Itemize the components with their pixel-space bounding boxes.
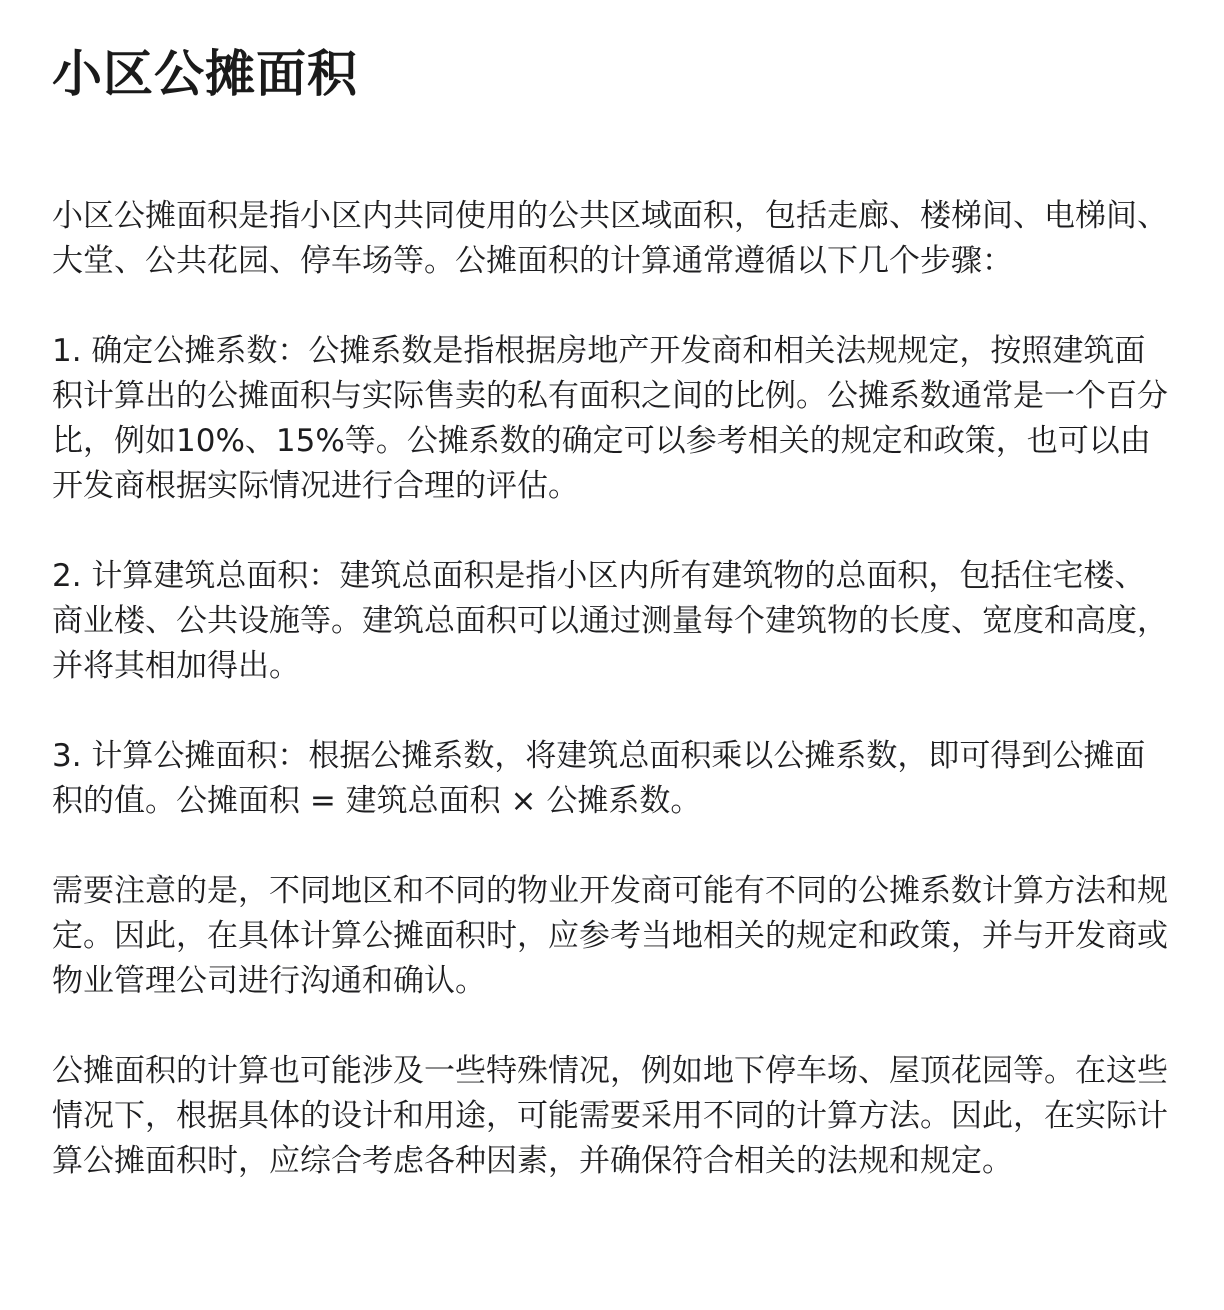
note-paragraph: 需要注意的是，不同地区和不同的物业开发商可能有不同的公摊系数计算方法和规定。因此，在具体计算公摊面积时，应参考当地相关的规定和政策，并与开发商或物业管理公司进行沟通和确认。: [52, 873, 1168, 999]
article-body: [52, 194, 1176, 1184]
page-title: 小区公摊面积: [52, 45, 358, 103]
step-1-paragraph: 1. 确定公摊系数：公摊系数是指根据房地产开发商和相关法规规定，按照建筑面积计算出的公摊面积与实际售卖的私有面积之间的比例。公摊系数通常是一个百分比，例如10%、15%等。公摊系数的确定可以参考相关的规定和政策，也可以由开发商根据实际情况进行合理的评估。: [52, 333, 1168, 504]
step-2-paragraph: 2. 计算建筑总面积：建筑总面积是指小区内所有建筑物的总面积，包括住宅楼、商业楼、公共设施等。建筑总面积可以通过测量每个建筑物的长度、宽度和高度，并将其相加得出。: [52, 558, 1168, 684]
step-3-paragraph: 3. 计算公摊面积：根据公摊系数，将建筑总面积乘以公摊系数，即可得到公摊面积的值。公摊面积 = 建筑总面积 × 公摊系数。: [52, 738, 1146, 819]
intro-paragraph: 小区公摊面积是指小区内共同使用的公共区域面积，包括走廊、楼梯间、电梯间、大堂、公共花园、停车场等。公摊面积的计算通常遵循以下几个步骤：: [52, 198, 1168, 279]
special-cases-paragraph: 公摊面积的计算也可能涉及一些特殊情况，例如地下停车场、屋顶花园等。在这些情况下，根据具体的设计和用途，可能需要采用不同的计算方法。因此，在实际计算公摊面积时，应综合考虑各种因素，并确保符合相关的法规和规定。: [52, 1053, 1168, 1179]
